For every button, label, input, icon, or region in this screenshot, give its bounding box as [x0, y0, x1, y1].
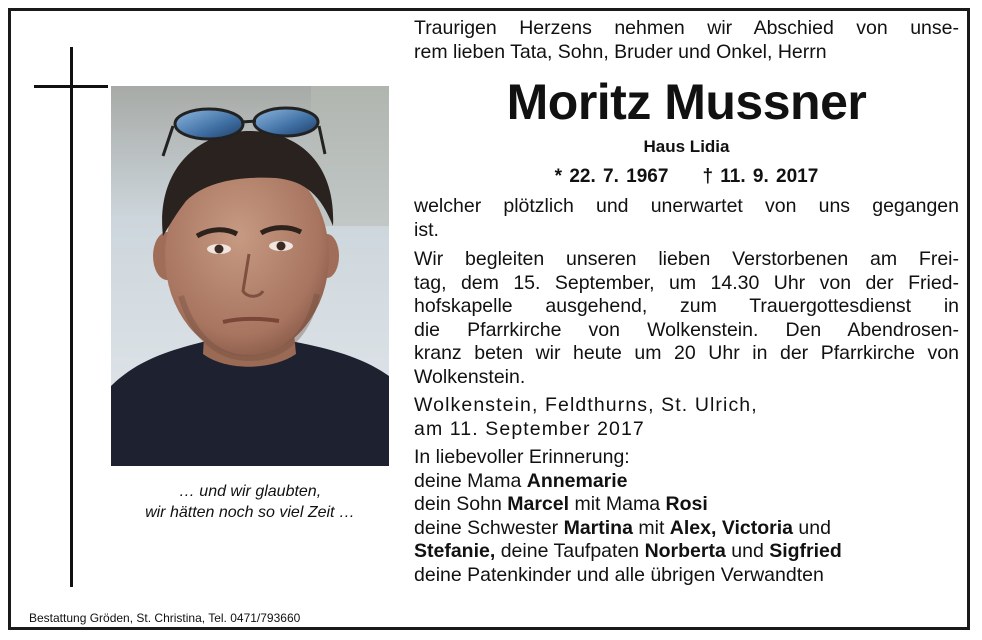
portrait-photo	[111, 86, 389, 466]
funeral-home-contact: Bestattung Gröden, St. Christina, Tel. 0471/793660	[29, 611, 301, 625]
mourner-line: Stefanie, deine Taufpaten Norberta und Sigfried	[414, 540, 842, 562]
mourner-line: dein Sohn Marcel mit Mama Rosi	[414, 493, 708, 515]
mourner-line: deine Schwester Martina mit Alex, Victoria und	[414, 516, 831, 539]
mourner-line: deine Patenkinder und alle übrigen Verwandten	[414, 563, 824, 586]
quote-line: wir hätten noch so viel Zeit …	[145, 504, 355, 521]
funeral-paragraph	[414, 248, 959, 389]
place-line: Wolkenstein, Feldthurns, St. Ulrich,	[414, 394, 758, 416]
obituary-notice	[8, 8, 970, 630]
funeral-line: tag, dem 15. September, um 14.30 Uhr von der Fried-	[414, 271, 959, 294]
notice-text	[414, 17, 959, 587]
deceased-name: Moritz Mussner	[506, 74, 867, 130]
funeral-line: Wolkenstein.	[414, 365, 526, 388]
house-name: Haus Lidia	[643, 137, 730, 156]
mourners-list	[414, 446, 959, 587]
intro-paragraph	[414, 17, 959, 64]
quote-line: … und wir glaubten,	[178, 483, 322, 500]
cross-icon	[70, 47, 73, 587]
funeral-line: hofskapelle ausgehend, zum Trauergottesdienst in	[414, 295, 959, 317]
quote	[111, 481, 389, 523]
mourners-intro: In liebevoller Erinnerung:	[414, 446, 630, 468]
passing-line: welcher plötzlich und unerwartet von uns gegangen	[414, 195, 959, 217]
date-line: am 11. September 2017	[414, 417, 645, 440]
passing-paragraph	[414, 195, 959, 242]
funeral-line: Wir begleiten unseren lieben Verstorbenen am Frei-	[414, 248, 959, 270]
passing-line: ist.	[414, 218, 439, 241]
birth-date: * 22. 7. 1967	[554, 166, 669, 187]
mourner-line: deine Mama Annemarie	[414, 469, 628, 492]
cross-icon-bar	[34, 85, 108, 88]
life-dates	[414, 165, 959, 189]
intro-line: Traurigen Herzens nehmen wir Abschied von unse-	[414, 17, 959, 39]
funeral-line: die Pfarrkirche von Wolkenstein. Den Abendrosen-	[414, 318, 959, 341]
funeral-line: kranz beten wir heute um 20 Uhr in der Pfarrkirche von	[414, 342, 959, 364]
death-date: † 11. 9. 2017	[702, 166, 819, 187]
intro-line: rem lieben Tata, Sohn, Bruder und Onkel, Herrn	[414, 40, 827, 63]
place-date	[414, 394, 959, 441]
